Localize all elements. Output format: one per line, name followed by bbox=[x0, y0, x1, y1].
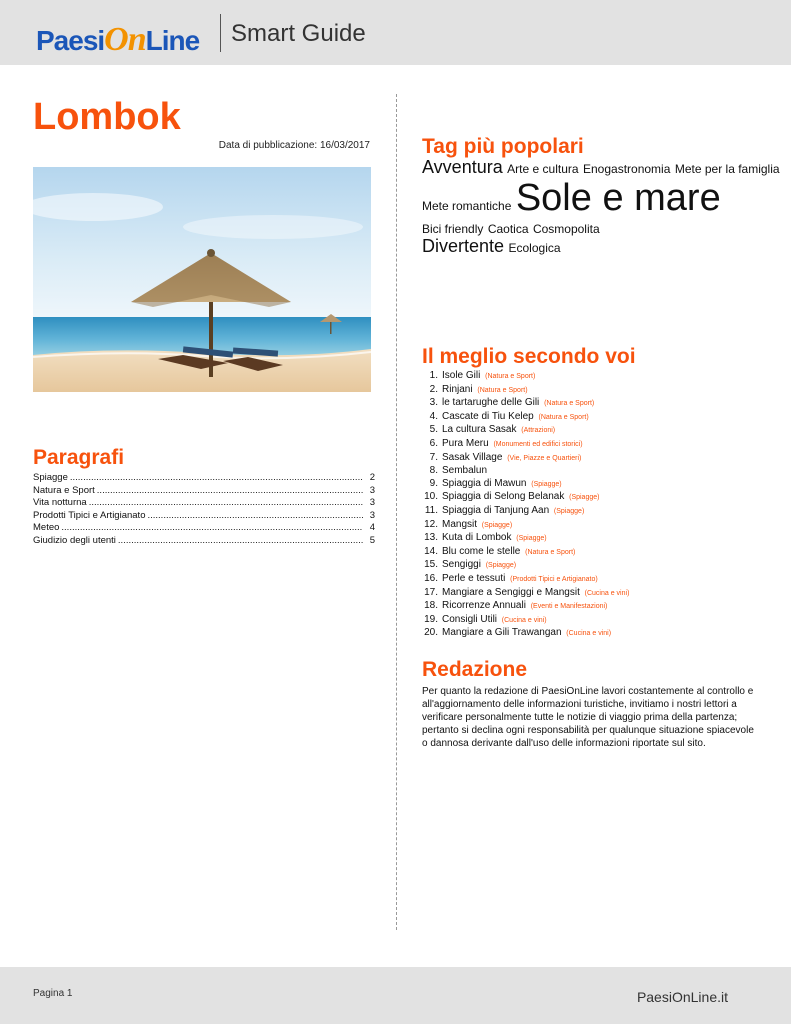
list-item-category[interactable]: (Natura e Sport) bbox=[538, 413, 589, 421]
list-item-name: Pura Meru bbox=[442, 437, 489, 449]
list-item-number: 18. bbox=[424, 600, 438, 612]
list-item[interactable] bbox=[422, 424, 629, 438]
list-item-name: La cultura Sasak bbox=[442, 424, 517, 436]
column-divider bbox=[396, 94, 397, 930]
list-item-name: Cascate di Tiu Kelep bbox=[442, 410, 534, 422]
header-title: Smart Guide bbox=[231, 20, 366, 47]
tag-cloud bbox=[422, 157, 780, 257]
tag-link[interactable]: Ecologica bbox=[508, 241, 561, 256]
list-item-category[interactable]: (Natura e Sport) bbox=[525, 548, 576, 556]
list-item[interactable] bbox=[422, 505, 629, 519]
list-item-name: Ricorrenze Annuali bbox=[442, 600, 526, 612]
toc-row[interactable]: Spiagge ..... 2 bbox=[33, 472, 375, 485]
list-item-name: Blu come le stelle bbox=[442, 545, 521, 557]
tag-link[interactable]: Divertente bbox=[422, 236, 505, 257]
best-title: Il meglio secondo voi bbox=[422, 345, 636, 368]
tag-link[interactable]: Mete romantiche bbox=[422, 198, 512, 213]
publication-date: Data di pubblicazione: 16/03/2017 bbox=[218, 140, 370, 151]
list-item-name: le tartarughe delle Gili bbox=[442, 397, 540, 409]
tag-link[interactable]: Sole e mare bbox=[515, 176, 721, 219]
toc-row[interactable]: Meteo ..... 4 bbox=[33, 522, 375, 535]
list-item[interactable] bbox=[422, 532, 629, 546]
list-item-name: Sasak Village bbox=[442, 451, 503, 463]
page-header bbox=[0, 0, 791, 65]
list-item-number: 6. bbox=[429, 437, 438, 449]
best-list bbox=[422, 370, 629, 641]
list-item-category[interactable]: (Monumenti ed edifici storici) bbox=[493, 440, 583, 448]
page-title: Lombok bbox=[33, 96, 181, 138]
list-item[interactable] bbox=[422, 587, 629, 601]
redazione-text: Per quanto la redazione di PaesiOnLine lavori costantemente al controllo e all'aggiornamento delle informazioni turistiche, invitiamo i nostri lettori a verificare personalmente tutte le notizie di viaggio prima della partenza; pertanto si declina ogni responsabilità per qualunque situazione spiacevole o dannosa derivante dall'uso delle informazioni riportate sul sito. bbox=[422, 686, 754, 749]
list-item-number: 14. bbox=[424, 545, 438, 557]
page-footer bbox=[0, 967, 791, 1024]
tag-link[interactable]: Avventura bbox=[422, 157, 503, 177]
list-item-number: 5. bbox=[429, 424, 438, 436]
list-item-category[interactable]: (Spiagge) bbox=[485, 562, 517, 570]
list-item-number: 19. bbox=[424, 613, 438, 625]
list-item[interactable] bbox=[422, 370, 629, 384]
tag-link[interactable]: Arte e cultura bbox=[507, 162, 579, 176]
tag-link[interactable]: Cosmopolita bbox=[532, 221, 600, 236]
toc-row[interactable]: Giudizio degli utenti ..... 5 bbox=[33, 535, 375, 548]
toc-row[interactable]: Vita notturna ..... 3 bbox=[33, 497, 375, 510]
header-divider bbox=[220, 14, 221, 52]
list-item-category[interactable]: (Attrazioni) bbox=[521, 427, 556, 435]
list-item-number: 11. bbox=[424, 504, 438, 516]
list-item-category[interactable]: (Spiagge) bbox=[553, 507, 585, 515]
tag-link[interactable]: Caotica bbox=[487, 221, 529, 236]
toc-title: Paragrafi bbox=[33, 446, 125, 469]
list-item-category[interactable]: (Natura e Sport) bbox=[544, 400, 595, 408]
paesionline-logo[interactable] bbox=[36, 16, 216, 58]
table-of-contents bbox=[33, 472, 375, 547]
list-item-category[interactable]: (Natura e Sport) bbox=[477, 386, 528, 394]
list-item-category[interactable]: (Spiagge) bbox=[481, 521, 513, 529]
list-item-category[interactable]: (Spiagge) bbox=[569, 494, 600, 502]
redazione-title: Redazione bbox=[422, 658, 528, 681]
list-item[interactable] bbox=[422, 465, 629, 478]
list-item[interactable] bbox=[422, 546, 629, 560]
list-item-number: 7. bbox=[429, 451, 438, 463]
list-item[interactable] bbox=[422, 411, 629, 425]
logo-text: PaesiOnLine bbox=[36, 21, 200, 58]
list-item-name: Sengiggi bbox=[442, 559, 481, 571]
list-item-number: 10. bbox=[424, 491, 438, 503]
list-item[interactable] bbox=[422, 519, 629, 533]
list-item[interactable] bbox=[422, 491, 629, 505]
list-item[interactable] bbox=[422, 478, 629, 492]
list-item-name: Mangiare a Sengiggi e Mangsit bbox=[442, 586, 580, 598]
beach-photo bbox=[33, 167, 371, 392]
list-item-category[interactable]: (Eventi e Manifestazioni) bbox=[530, 603, 608, 611]
toc-row[interactable]: Natura e Sport ..... 3 bbox=[33, 485, 375, 498]
list-item-category[interactable]: (Spiagge) bbox=[516, 535, 547, 543]
list-item-number: 15. bbox=[424, 559, 438, 571]
list-item-category[interactable]: (Cucina e vini) bbox=[566, 630, 612, 638]
list-item-number: 8. bbox=[429, 465, 438, 477]
list-item[interactable] bbox=[422, 614, 629, 628]
list-item[interactable] bbox=[422, 627, 629, 641]
list-item-number: 16. bbox=[424, 572, 438, 584]
list-item[interactable] bbox=[422, 600, 629, 614]
list-item-category[interactable]: (Prodotti Tipici e Artigianato) bbox=[510, 575, 598, 583]
list-item-number: 1. bbox=[429, 370, 438, 381]
list-item[interactable] bbox=[422, 384, 629, 398]
tag-link[interactable]: Enogastronomia bbox=[583, 162, 671, 176]
list-item[interactable] bbox=[422, 452, 629, 466]
list-item-name: Mangiare a Gili Trawangan bbox=[442, 627, 562, 639]
list-item-category[interactable]: (Natura e Sport) bbox=[485, 373, 536, 380]
list-item-name: Spiaggia di Selong Belanak bbox=[442, 491, 565, 503]
list-item-name: Consigli Utili bbox=[442, 613, 498, 625]
toc-row[interactable]: Prodotti Tipici e Artigianato ..... 3 bbox=[33, 510, 375, 523]
list-item-name: Spiaggia di Tanjung Aan bbox=[442, 504, 550, 516]
list-item-name: Kuta di Lombok bbox=[442, 532, 512, 544]
tags-title: Tag più popolari bbox=[422, 135, 584, 158]
list-item-number: 9. bbox=[429, 477, 438, 489]
tag-link[interactable]: Mete per la famiglia bbox=[674, 162, 780, 176]
list-item-category[interactable]: (Cucina e vini) bbox=[501, 616, 547, 624]
list-item-category[interactable]: (Cucina e vini) bbox=[584, 589, 630, 597]
list-item-name: Sembalun bbox=[442, 465, 488, 477]
list-item-name: Perle e tessuti bbox=[442, 572, 506, 584]
list-item-number: 17. bbox=[424, 586, 438, 598]
list-item-number: 2. bbox=[429, 383, 438, 395]
list-item[interactable] bbox=[422, 397, 629, 411]
list-item[interactable] bbox=[422, 573, 629, 587]
list-item-name: Mangsit bbox=[442, 518, 478, 530]
tag-link[interactable]: Bici friendly bbox=[422, 221, 484, 236]
site-link[interactable]: PaesiOnLine.it bbox=[636, 989, 728, 1005]
list-item-category[interactable]: (Vie, Piazze e Quartieri) bbox=[507, 454, 582, 462]
list-item-name: Spiaggia di Mawun bbox=[442, 477, 527, 489]
page-number: Pagina 1 bbox=[33, 988, 73, 999]
list-item-category[interactable]: (Spiagge) bbox=[531, 480, 562, 488]
list-item-number: 13. bbox=[424, 532, 438, 544]
list-item-name: Isole Gili bbox=[442, 370, 481, 381]
list-item[interactable] bbox=[422, 559, 629, 573]
list-item-name: Rinjani bbox=[442, 383, 473, 395]
list-item-number: 4. bbox=[429, 410, 438, 422]
list-item[interactable] bbox=[422, 438, 629, 452]
list-item-number: 20. bbox=[424, 627, 438, 639]
list-item-number: 3. bbox=[429, 397, 438, 409]
list-item-number: 12. bbox=[424, 518, 438, 530]
